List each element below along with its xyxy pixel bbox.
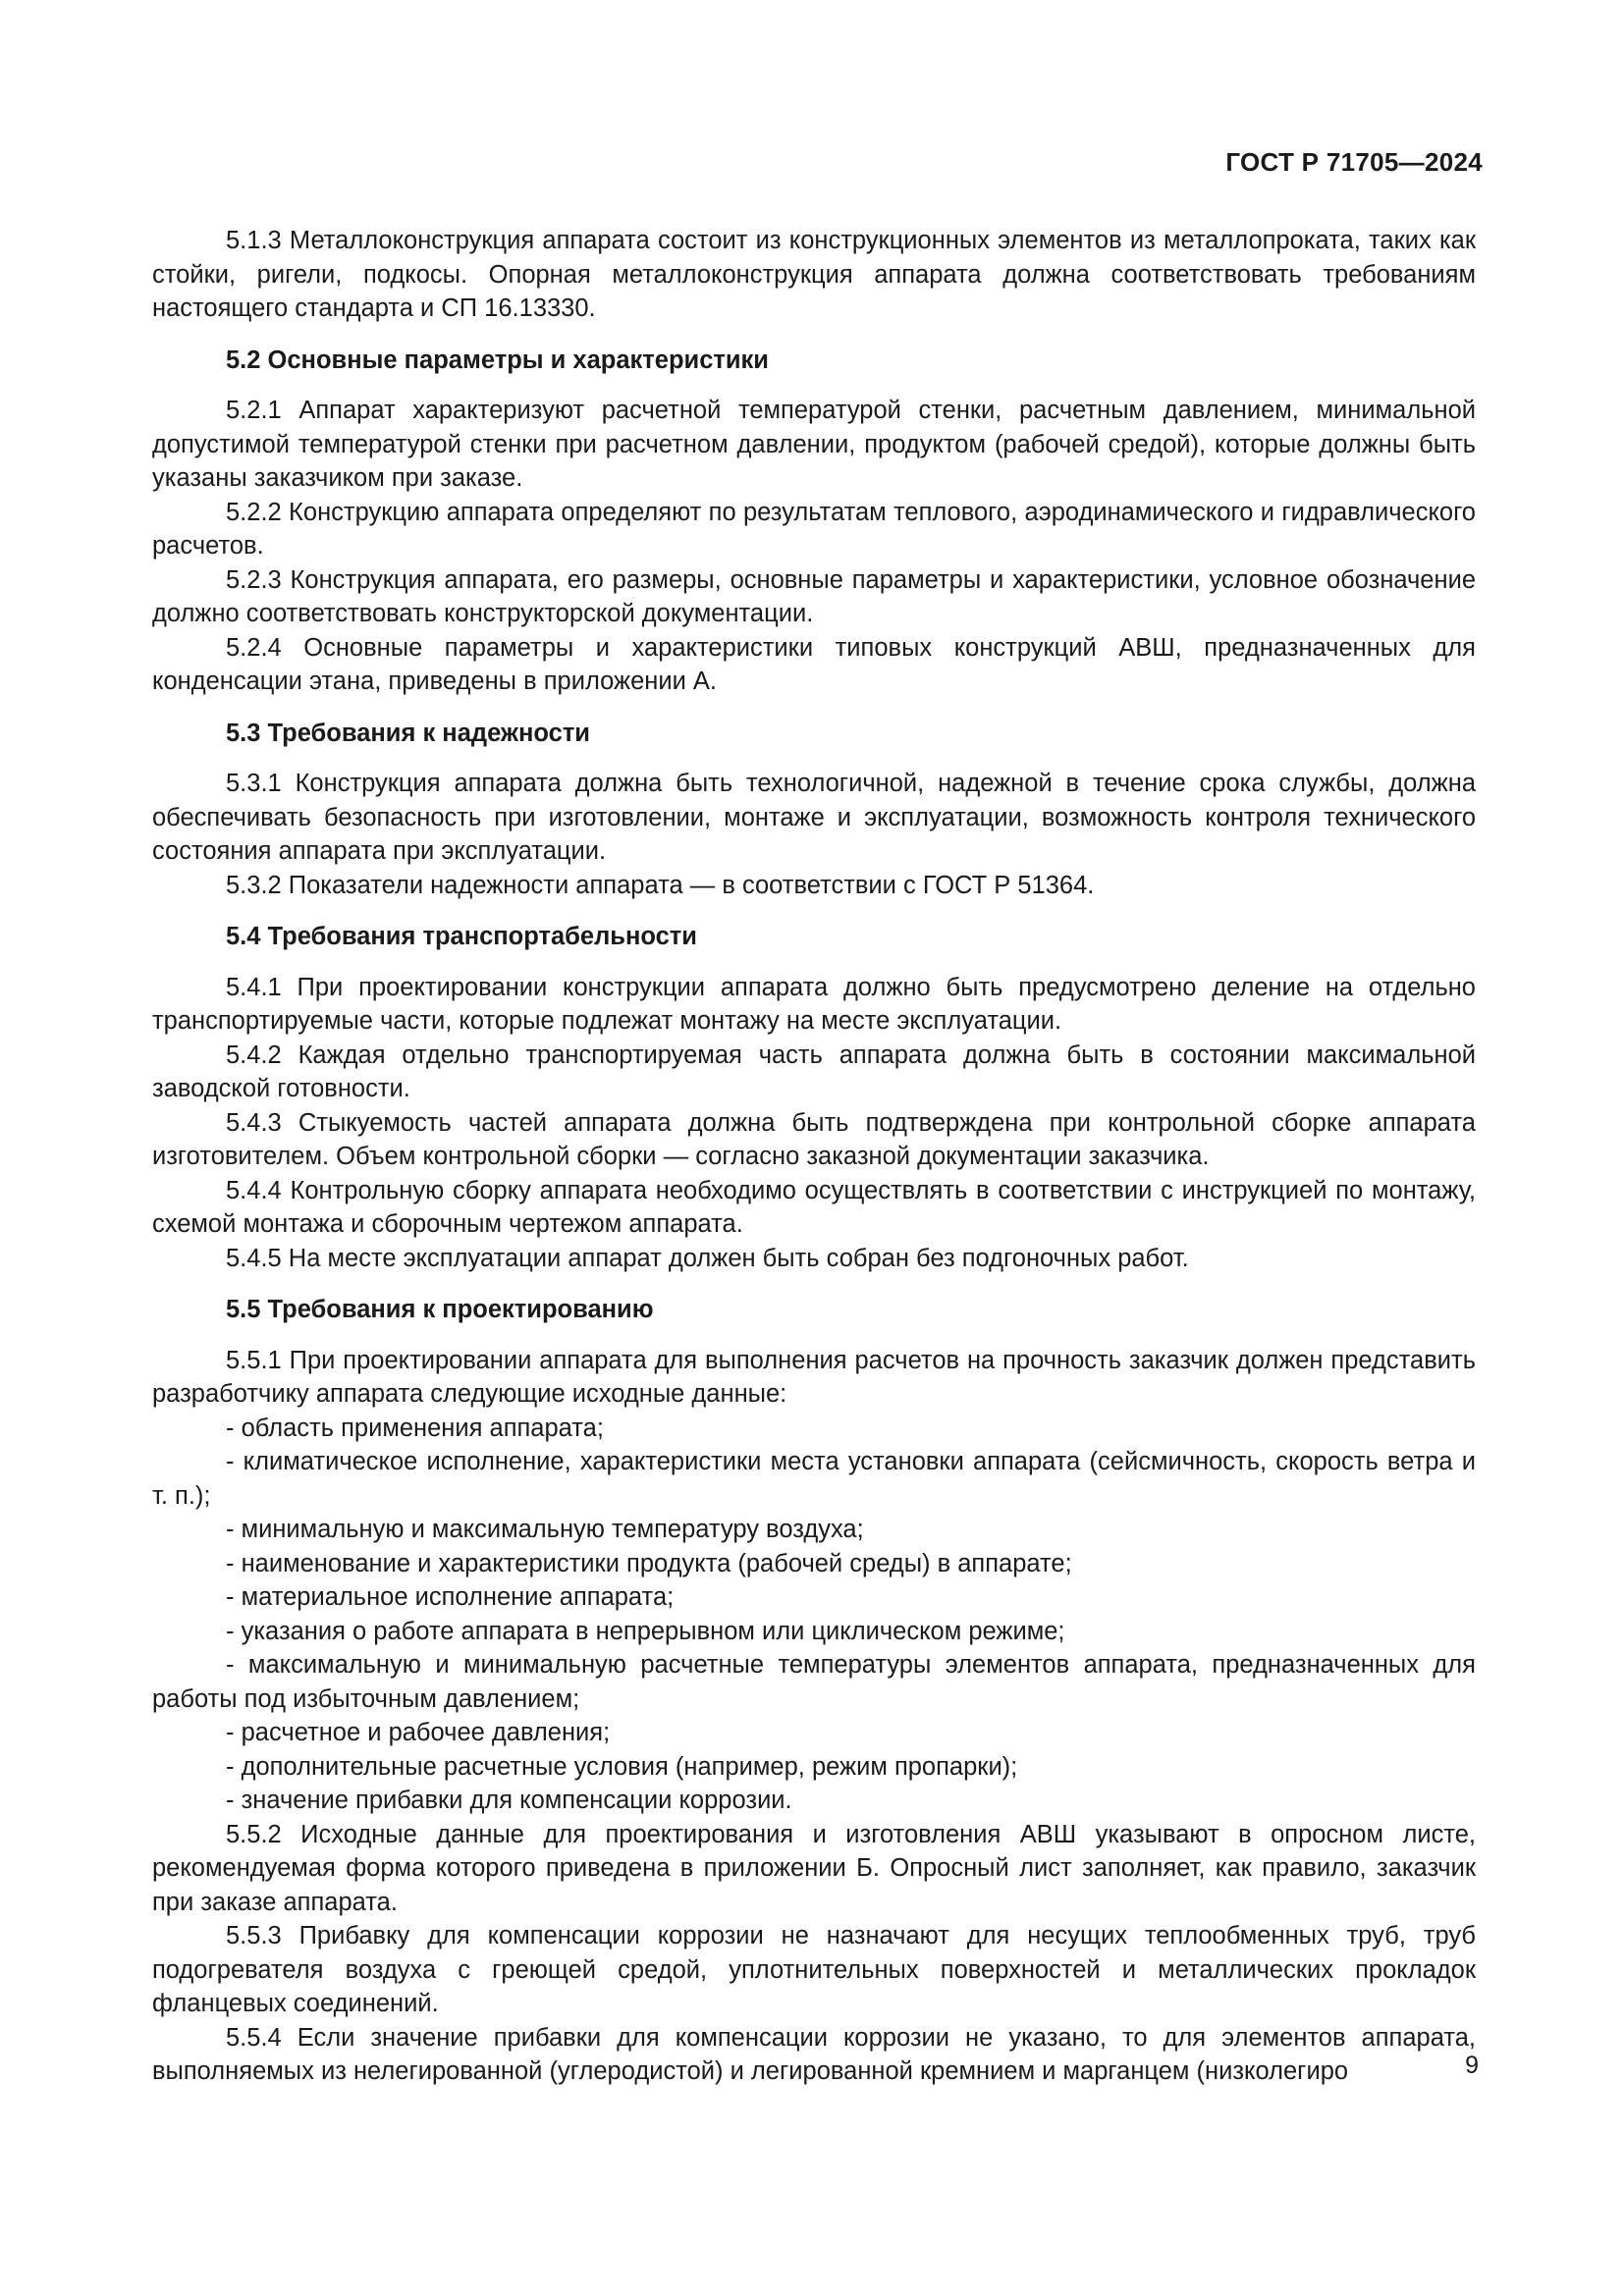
section-heading-5-2: 5.2 Основные параметры и характеристики: [226, 346, 769, 374]
page-number: 9: [1465, 2052, 1479, 2079]
clause-5-4-3: 5.4.3 Стыкуемость частей аппарата должна быть подтверждена при контрольной сборке аппарата изготовителем. Объем контрольной сборки — согласно заказной документации заказчика.: [152, 1108, 1476, 1170]
clause-5-4-2: 5.4.2 Каждая отдельно транспортируемая часть аппарата должна быть в состоянии максимальной заводской готовности.: [152, 1041, 1476, 1102]
clause-5-5-4: 5.5.4 Если значение прибавки для компенсации коррозии не указано, то для элементов аппарата, выполняемых из нелегированной (углеродистой) и легированной кремнием и марганцем (низколегиро: [152, 2023, 1476, 2085]
list-item: - наименование и характеристики продукта (рабочей среды) в аппарате;: [226, 1549, 1072, 1577]
list-item: - дополнительные расчетные условия (например, режим пропарки);: [226, 1752, 1018, 1781]
clause-5-3-1: 5.3.1 Конструкция аппарата должна быть технологичной, надежной в течение срока службы, должна обеспечивать безопасность при изготовлении, монтаже и эксплуатации, возможность контроля технического состояния аппарата при эксплуатации.: [152, 770, 1476, 865]
clause-5-4-5: 5.4.5 На месте эксплуатации аппарат должен быть собран без подгоночных работ.: [226, 1244, 1189, 1272]
list-item: - расчетное и рабочее давления;: [226, 1719, 611, 1746]
clause-5-1-3: 5.1.3 Металлоконструкция аппарата состоит из конструкционных элементов из металлопроката, таких как стойки, ригели, подкосы. Опорная металлоконструкция аппарата должна соответствовать требованиям настоящего стандарта и СП 16.13330.: [152, 227, 1476, 322]
list-item: - область применения аппарата;: [226, 1414, 604, 1442]
clause-5-2-4: 5.2.4 Основные параметры и характеристики типовых конструкций АВШ, предназначенных для конденсации этана, приведены в приложении А.: [152, 633, 1476, 695]
list-item: - указания о работе аппарата в непрерывном или циклическом режиме;: [226, 1617, 1065, 1645]
clause-5-5-3: 5.5.3 Прибавку для компенсации коррозии не назначают для несущих теплообменных труб, труб подогревателя воздуха с греющей средой, уплотнительных поверхностей и металлических прокладок фланцевых соединений.: [152, 1922, 1476, 2017]
clause-5-5-1: 5.5.1 При проектировании аппарата для выполнения расчетов на прочность заказчик должен представить разработчику аппарата следующие исходные данные:: [152, 1346, 1476, 1408]
document-body: [152, 224, 1476, 2089]
section-heading-5-4: 5.4 Требования транспортабельности: [226, 923, 697, 950]
section-heading-5-3: 5.3 Требования к надежности: [226, 719, 590, 747]
list-item: - максимальную и минимальную расчетные температуры элементов аппарата, предназначенных для работы под избыточным давлением;: [152, 1651, 1476, 1713]
clause-5-2-3: 5.2.3 Конструкция аппарата, его размеры, основные параметры и характеристики, условное обозначение должно соответствовать конструкторской документации.: [152, 565, 1476, 627]
input-data-list: [152, 1412, 1476, 1818]
list-item: - материальное исполнение аппарата;: [226, 1583, 675, 1611]
list-item: - минимальную и максимальную температуру воздуха;: [226, 1516, 864, 1543]
clause-5-4-1: 5.4.1 При проектировании конструкции аппарата должно быть предусмотрено деление на отдельно транспортируемые части, которые подлежат монтажу на месте эксплуатации.: [152, 973, 1476, 1035]
list-item: - значение прибавки для компенсации коррозии.: [226, 1787, 792, 1814]
standard-designation: ГОСТ Р 71705—2024: [1225, 147, 1483, 177]
clause-5-2-1: 5.2.1 Аппарат характеризуют расчетной температурой стенки, расчетным давлением, минимальной допустимой температурой стенки при расчетном давлении, продуктом (рабочей средой), которые должны быть указаны заказчиком при заказе.: [152, 397, 1476, 492]
clause-5-4-4: 5.4.4 Контрольную сборку аппарата необходимо осуществлять в соответствии с инструкцией по монтажу, схемой монтажа и сборочным чертежом аппарата.: [152, 1176, 1476, 1238]
clause-5-3-2: 5.3.2 Показатели надежности аппарата — в соответствии с ГОСТ Р 51364.: [226, 871, 1095, 899]
section-heading-5-5: 5.5 Требования к проектированию: [226, 1296, 654, 1323]
clause-5-5-2: 5.5.2 Исходные данные для проектирования и изготовления АВШ указывают в опросном листе, рекомендуемая форма которого приведена в приложении Б. Опросный лист заполняет, как правило, заказчик при заказе аппарата.: [152, 1820, 1476, 1916]
clause-5-2-2: 5.2.2 Конструкцию аппарата определяют по результатам теплового, аэродинамического и гидравлического расчетов.: [152, 498, 1476, 560]
list-item: - климатическое исполнение, характеристики места установки аппарата (сейсмичность, скорость ветра и т. п.);: [152, 1448, 1476, 1510]
